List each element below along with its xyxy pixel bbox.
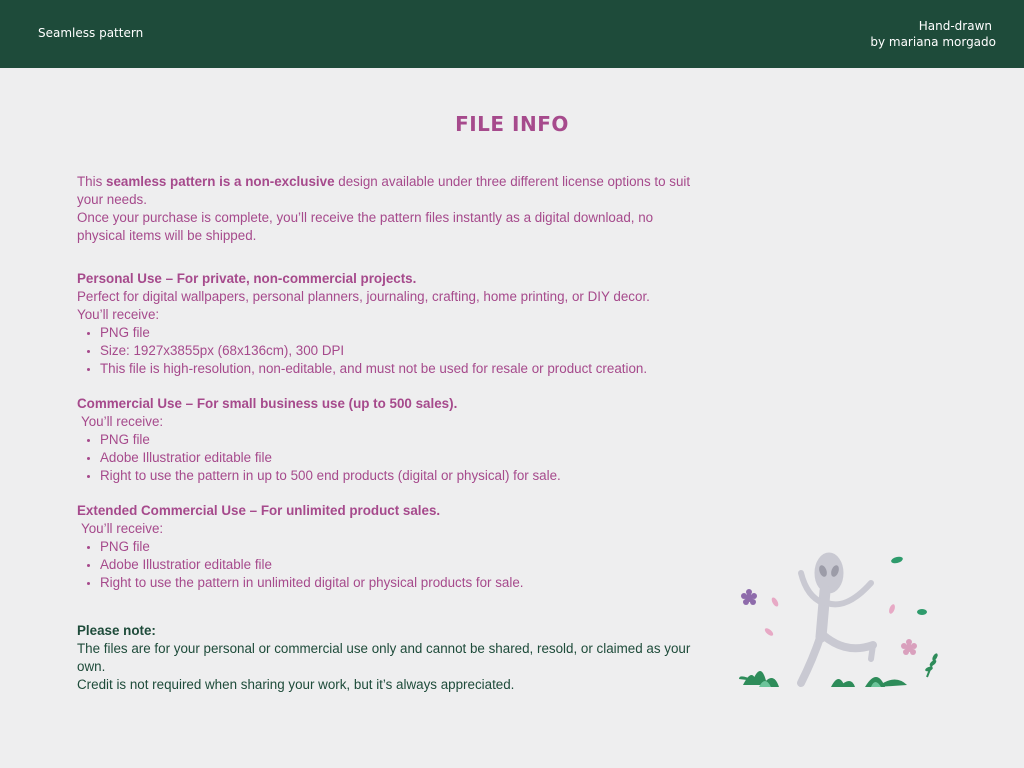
receive-label: You’ll receive: — [81, 414, 164, 429]
list-item: • Adobe Illustratior editable file — [100, 556, 702, 574]
intro-line-2: Once your purchase is complete, you’ll receive the pattern files instantly as a digital download, no physical items will be shipped. — [77, 210, 654, 243]
list-item: • This file is high-resolution, non-editable, and must not be used for resale or product creation. — [100, 360, 702, 378]
intro-bold: seamless pattern is a non-exclusive — [106, 174, 335, 189]
intro-paragraph — [77, 173, 702, 209]
receive-label: You’ll receive: — [77, 307, 160, 322]
list-item: • PNG file — [100, 538, 702, 556]
license-personal — [77, 270, 702, 378]
deliverables-list — [77, 538, 702, 592]
list-item: • Adobe Illustratior editable file — [100, 449, 702, 467]
note-line-2: Credit is not required when sharing your work, but it’s always appreciated. — [77, 677, 515, 692]
list-item: • Right to use the pattern in up to 500 end products (digital or physical) for sale. — [100, 467, 702, 485]
license-heading: Commercial Use – For small business use (up to 500 sales). — [77, 396, 458, 411]
deliverables-list — [77, 431, 702, 485]
banner-credit — [870, 18, 996, 50]
alien-illustration — [735, 545, 945, 695]
license-extended — [77, 502, 702, 592]
license-heading: Extended Commercial Use – For unlimited product sales. — [77, 503, 441, 518]
please-note — [77, 622, 702, 694]
intro-suffix: design available under three different license options to suit your needs. — [77, 174, 691, 207]
credit-line-1: Hand-drawn — [918, 19, 992, 33]
list-item: • Right to use the pattern in unlimited digital or physical products for sale. — [100, 574, 702, 592]
list-item: • PNG file — [100, 324, 702, 342]
deliverables-list — [77, 324, 702, 378]
page-title: FILE INFO — [455, 112, 569, 136]
list-item: • Size: 1927x3855px (68x136cm), 300 DPI — [100, 342, 702, 360]
file-info-content — [77, 173, 702, 694]
list-item: • PNG file — [100, 431, 702, 449]
license-heading: Personal Use – For private, non-commercial projects. — [77, 271, 417, 286]
license-description: Perfect for digital wallpapers, personal planners, journaling, crafting, home printing, or DIY decor. — [77, 289, 650, 304]
intro-prefix: This — [77, 174, 107, 189]
license-commercial — [77, 395, 702, 485]
banner-label: Seamless pattern — [38, 26, 144, 40]
note-line-1: The files are for your personal or commercial use only and cannot be shared, resold, or claimed as your own. — [77, 641, 691, 674]
top-banner — [0, 0, 1024, 68]
note-heading: Please note: — [77, 623, 156, 638]
receive-label: You’ll receive: — [81, 521, 164, 536]
credit-line-2: by mariana morgado — [870, 35, 996, 49]
